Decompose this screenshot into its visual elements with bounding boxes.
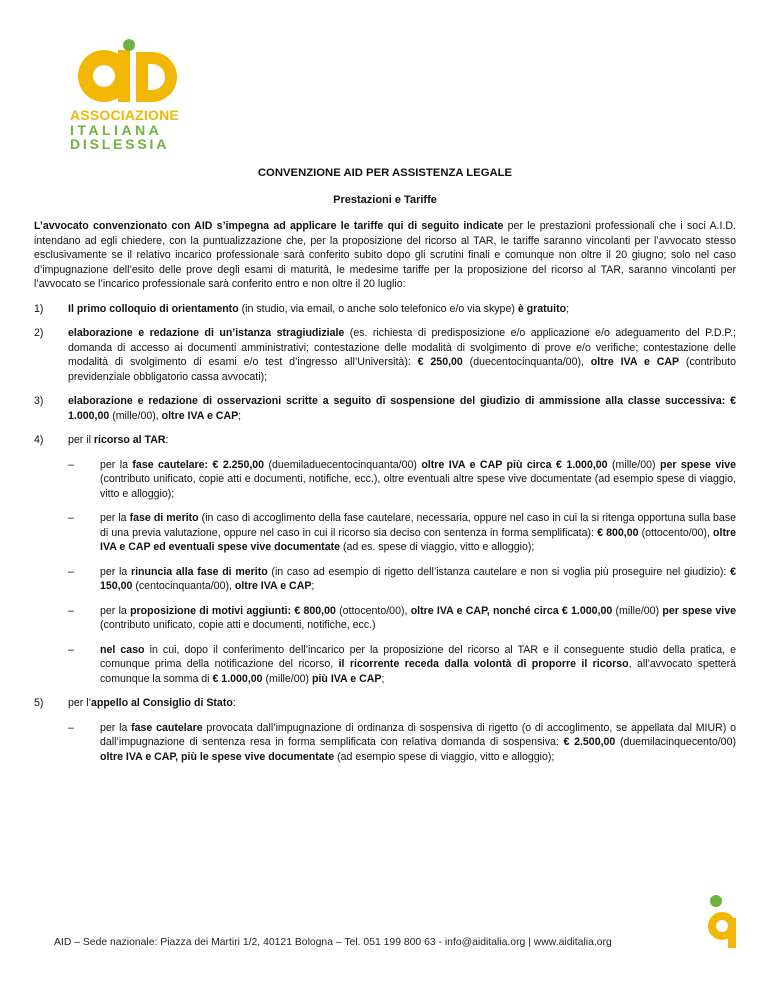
- sub-text: (in caso ad esempio di rigetto dell’istanza cautelare e non si voglia più proseguire nel giudizio):: [267, 565, 731, 578]
- item-text: (contributo previdenziale obbligatorio cassa avvocati);: [68, 356, 736, 383]
- item-text: ;: [566, 302, 570, 315]
- sub-text: (mille/00): [612, 604, 663, 617]
- item-bold: oltre IVA e CAP: [590, 356, 680, 368]
- sub-bold: fase cautelare: € 2.250,00: [132, 458, 265, 471]
- list-item-4: [34, 433, 736, 686]
- intro-text: per le prestazioni professionali che i soci A.I.D. intendano ad egli chiedere, con la puntualizzazione che, per la proposizione del ricorso al TAR, le tariffe saranno vincolanti per l’avvocato stesso esclusivamente se il relativo incarico professionale sarà conferito subito dopo gli scrutini finali e comunque non oltre il 20 giugno; solo nel caso d’impugnazione dell’esito delle prove degli esami di maturità, le medesime tariffe per la proposizione del ricorso al TAR, saranno vincolanti per l’avvocato se l’incarico professionale sarà conferito entro e non oltre il 20 luglio:: [34, 220, 736, 290]
- sub-text: per la: [100, 565, 131, 578]
- sub-text: ;: [381, 672, 385, 685]
- sub-text: provocata dall’impugnazione di ordinanza di sospensiva di rigetto (o di accoglimento, se appellata dal MIUR) o dall’impugnazione di sentenza resa in forma semplificata con relativa domanda di sospensiva:: [100, 721, 736, 748]
- list-item-3: [34, 394, 736, 423]
- sub-bold: oltre IVA e CAP più circa € 1.000,00: [421, 458, 608, 471]
- sub-text: (ad esempio spese di viaggio, vitto e alloggio);: [334, 750, 555, 763]
- sub-bold: fase di merito: [129, 512, 199, 524]
- item-text: :: [165, 434, 169, 446]
- item-bold: € 250,00: [417, 356, 463, 368]
- item-text: per l’: [68, 697, 91, 709]
- item-number: 5): [34, 697, 44, 709]
- sub-bold: per spese vive: [662, 604, 737, 617]
- list-item-5: [34, 696, 736, 764]
- sub-bold: per spese vive: [659, 458, 736, 471]
- sub-bold: più IVA e CAP: [312, 672, 382, 685]
- sub-item-fase-merito: [68, 511, 736, 555]
- dash-bullet: –: [68, 721, 74, 734]
- sub-bold: oltre IVA e CAP ed eventuali spese vive documentate: [100, 526, 736, 553]
- dash-bullet: –: [68, 604, 74, 617]
- item-number: 2): [34, 327, 44, 339]
- sub-bold: oltre IVA e CAP: [234, 580, 312, 592]
- sub-bold: oltre IVA e CAP, nonché circa € 1.000,00: [410, 604, 613, 617]
- sub-text: (contributo unificato, copie atti e documenti, notifiche, ecc.): [100, 619, 376, 631]
- aid-logo: [70, 38, 200, 152]
- sub-text: (ad es. spese di viaggio, vitto e alloggio);: [340, 541, 535, 553]
- sub-text: (duemiladuecentocinquanta/00): [264, 458, 422, 471]
- document-body: [34, 166, 736, 774]
- intro-paragraph: [34, 219, 736, 292]
- dash-bullet: –: [68, 458, 74, 471]
- sub-bold: € 800,00: [597, 526, 639, 539]
- sub-text: (mille/00): [262, 672, 312, 685]
- logo-line-associazione: ASSOCIAZIONE: [70, 107, 179, 123]
- item-bold: elaborazione e redazione di un’istanza stragiudiziale: [68, 327, 345, 339]
- sub-bold: il ricorrente receda dalla volontà di proporre il ricorso: [338, 658, 629, 670]
- sub-item-appello-cautelare: [68, 721, 736, 765]
- logo-line-dislessia: DISLESSIA: [70, 136, 170, 153]
- document-subtitle: Prestazioni e Tariffe: [333, 193, 437, 206]
- sub-bold: € 150,00: [100, 565, 736, 592]
- sub-bold: fase cautelare: [131, 721, 203, 734]
- aid-footer-logo-icon: [702, 892, 742, 954]
- item-bold: appello al Consiglio di Stato: [90, 697, 233, 709]
- sub-text: in cui, dopo il conferimento dell’incarico per la proposizione del ricorso al TAR e il conseguente studio della pratica, e comunque prima della notificazione del ricorso,: [100, 643, 736, 670]
- item-bold: Il primo colloquio di orientamento: [68, 302, 239, 315]
- item-number: 3): [34, 395, 44, 407]
- sub-text: , all’avvocato spetterà comunque la somma di: [100, 658, 736, 685]
- aid-logo-mark: [70, 38, 188, 106]
- sub-text: (mille/00): [607, 458, 660, 471]
- sub-bold: € 1.000,00: [212, 672, 263, 685]
- sub-bold: € 2.500,00: [563, 736, 616, 748]
- sub-text: (ottocento/00),: [335, 604, 411, 617]
- item-text: (duecentocinquanta/00),: [462, 356, 591, 368]
- sub-item-fase-cautelare: [68, 458, 736, 502]
- sub-text: (ottocento/00),: [638, 526, 714, 539]
- sub-text: per la: [100, 512, 130, 524]
- intro-bold: L’avvocato convenzionato con AID s’impegna ad applicare le tariffe qui di seguito indicate: [34, 220, 504, 232]
- sub-bold: oltre IVA e CAP, più le spese vive documentate: [100, 750, 335, 763]
- item-text: (es. richiesta di predisposizione e/o applicazione e/o adeguamento del P.D.P.; domanda di accesso ai documenti amministrativi; contestazione delle modalità di svolgimento di prove e/o verifiche; contestazione delle modalità di svolgimento di esami e/o test d’ingresso all’Università):: [68, 327, 736, 368]
- sub-bold: nel caso: [100, 643, 145, 656]
- sub-text: ;: [311, 580, 315, 592]
- sub-item-recesso: [68, 643, 736, 687]
- item-text: per il: [68, 434, 94, 446]
- item-bold: elaborazione e redazione di osservazioni scritte a seguito di sospensione del giudizio di ammissione alla classe successiva: € 1.000,00: [68, 395, 736, 422]
- list-item-1: [34, 302, 736, 317]
- sub-item-rinuncia: [68, 565, 736, 594]
- document-title: CONVENZIONE AID PER ASSISTENZA LEGALE: [257, 167, 513, 179]
- sub-text: per la: [100, 721, 132, 734]
- item-text: ;: [238, 409, 242, 422]
- dash-bullet: –: [68, 565, 74, 578]
- sub-bold: proposizione di motivi aggiunti: € 800,00: [130, 604, 336, 617]
- sub-text: (in caso di accoglimento della fase cautelare, necessaria, oppure nel caso in cui la si ritenga opportuna sulla base di una previa valutazione, oppure nel caso in cui il ricorso sia deciso con sentenza in forma semplificata):: [100, 512, 737, 539]
- sub-text: per la: [100, 604, 131, 617]
- item-number: 1): [34, 302, 44, 315]
- logo-line-italiana: ITALIANA: [70, 121, 163, 138]
- dash-bullet: –: [68, 643, 74, 656]
- item-text: (in studio, via email, o anche solo telefonico e/o via skype): [238, 302, 518, 315]
- sub-text: (centocinquanta/00),: [132, 580, 235, 592]
- item-bold: è gratuito: [517, 302, 567, 315]
- dash-bullet: –: [68, 512, 74, 524]
- sub-text: (contributo unificato, copie atti e documenti, notifiche, ecc.), oltre eventuali altre spese vive documentate (ad esempio spese di viaggio, vitto e alloggio);: [100, 473, 736, 500]
- list-item-2: [34, 326, 736, 384]
- item-bold: ricorso al TAR: [93, 434, 166, 446]
- sub-text: (duemilacinquecento/00): [615, 736, 736, 748]
- item-number: 4): [34, 434, 44, 446]
- item-bold: oltre IVA e CAP: [161, 409, 239, 422]
- sub-bold: rinuncia alla fase di merito: [130, 565, 268, 578]
- sub-item-motivi-aggiunti: [68, 604, 736, 633]
- footer-address: AID – Sede nazionale: Piazza dei Martiri 1/2, 40121 Bologna – Tel. 051 199 800 63 - info@aiditalia.org | www.aiditalia.org: [54, 937, 612, 948]
- item-text: :: [232, 697, 236, 709]
- sub-text: per la: [100, 458, 133, 471]
- item-text: (mille/00),: [109, 409, 162, 422]
